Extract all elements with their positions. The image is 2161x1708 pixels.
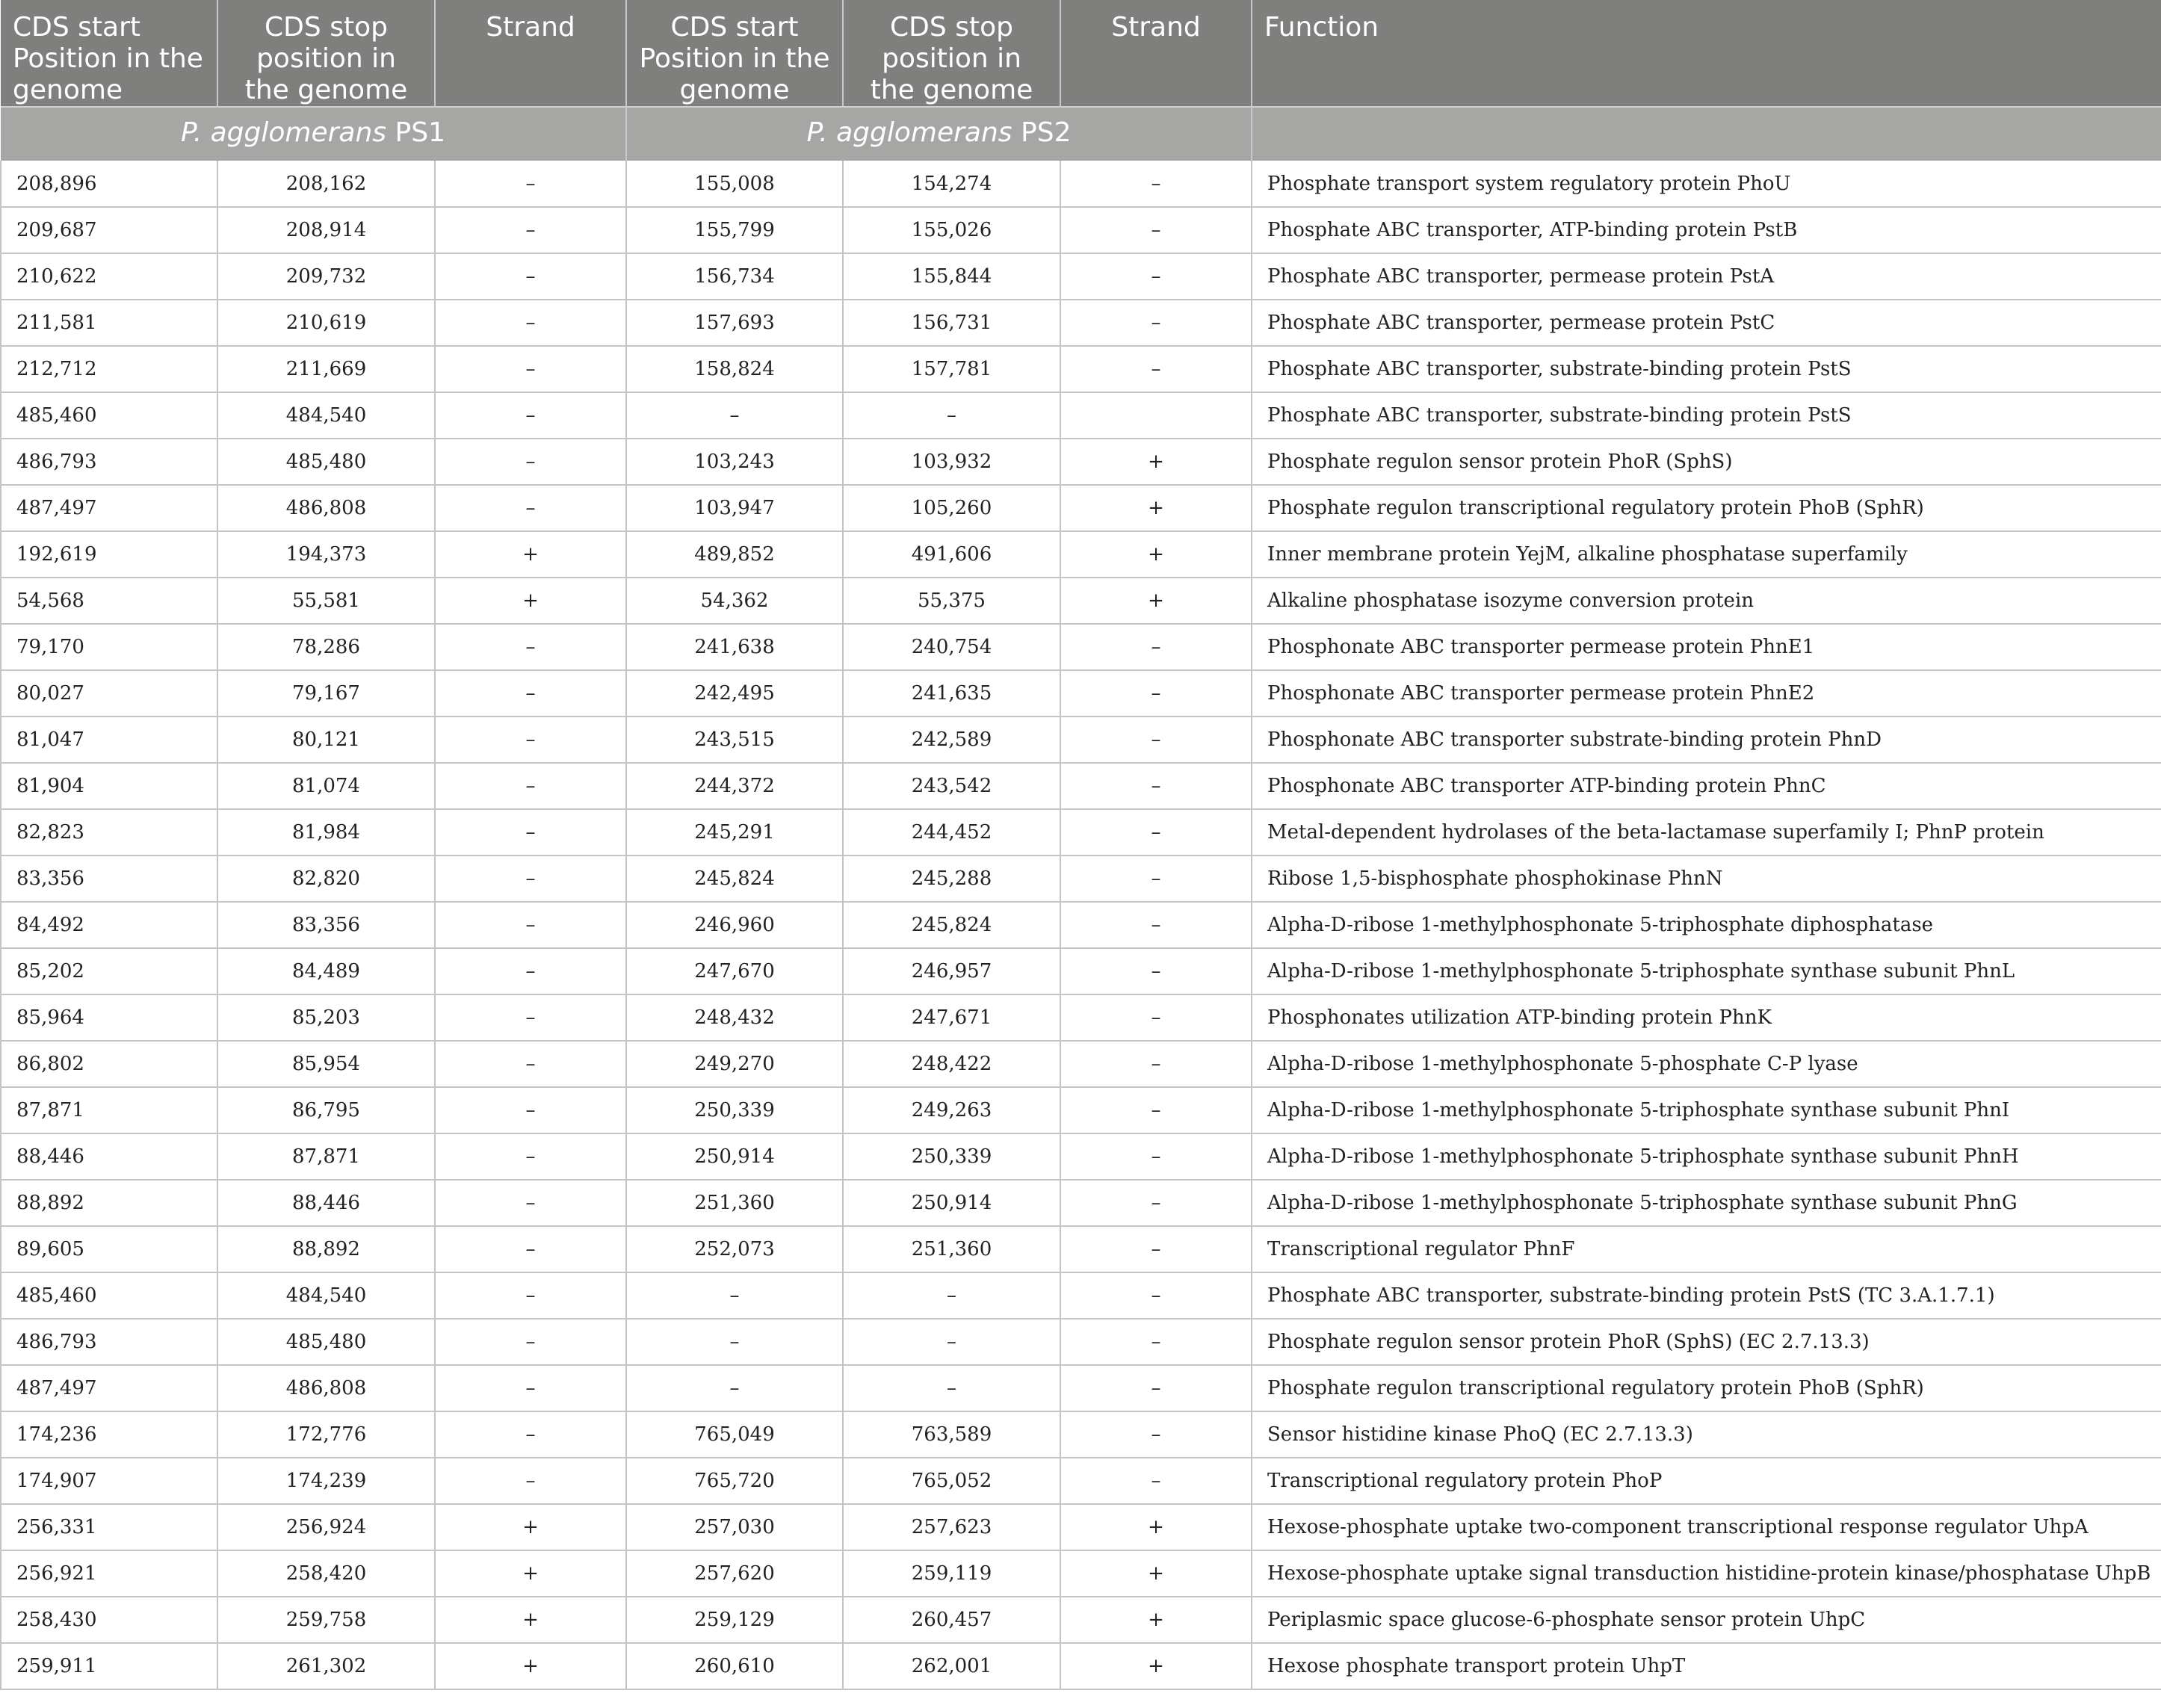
cell-ps2-strand: – (1060, 717, 1252, 763)
table-row (1, 1272, 2161, 1319)
cell-ps2-strand: – (1060, 1272, 1252, 1319)
cell-ps1-cds-start: 80,027 (1, 670, 217, 717)
cell-ps1-cds-stop: 79,167 (217, 670, 435, 717)
cell-ps2-strand: – (1060, 253, 1252, 300)
table-row (1, 392, 2161, 439)
cell-ps1-strand: – (435, 902, 626, 948)
cell-ps1-cds-start: 174,907 (1, 1458, 217, 1504)
cell-ps1-strand: + (435, 531, 626, 578)
cell-ps2-strand: – (1060, 670, 1252, 717)
cell-ps2-strand: + (1060, 485, 1252, 531)
cell-ps2-cds-stop: 248,422 (843, 1041, 1060, 1087)
cell-ps1-cds-stop: 88,892 (217, 1226, 435, 1272)
cell-ps1-cds-stop: 172,776 (217, 1411, 435, 1458)
table-row (1, 531, 2161, 578)
cell-ps2-cds-stop: – (843, 1365, 1060, 1411)
cell-ps1-cds-stop: 485,480 (217, 1319, 435, 1365)
cell-function: Phosphate ABC transporter, permease protein PstC (1252, 300, 2161, 346)
table-row (1, 717, 2161, 763)
cell-ps2-cds-start: 257,620 (626, 1550, 843, 1597)
cell-ps2-cds-start: 252,073 (626, 1226, 843, 1272)
cell-ps1-cds-start: 89,605 (1, 1226, 217, 1272)
table-row (1, 1597, 2161, 1643)
cell-ps1-strand: – (435, 1365, 626, 1411)
cell-ps2-cds-start: 249,270 (626, 1041, 843, 1087)
header-ps2-cds-stop: CDS stop position in the genome (843, 0, 1060, 107)
cell-ps2-strand: – (1060, 1365, 1252, 1411)
cell-ps2-cds-start: 103,947 (626, 485, 843, 531)
cell-ps2-cds-stop: 249,263 (843, 1087, 1060, 1133)
cell-ps1-cds-start: 87,871 (1, 1087, 217, 1133)
table-row (1, 948, 2161, 994)
cell-ps1-cds-start: 212,712 (1, 346, 217, 392)
cell-ps1-strand: – (435, 392, 626, 439)
cell-ps2-strand: – (1060, 1411, 1252, 1458)
cell-ps1-cds-stop: 83,356 (217, 902, 435, 948)
cell-ps2-strand: – (1060, 994, 1252, 1041)
cell-function: Ribose 1,5-bisphosphate phosphokinase PhnN (1252, 855, 2161, 902)
cell-ps1-cds-start: 256,921 (1, 1550, 217, 1597)
table-row (1, 485, 2161, 531)
cell-ps1-cds-stop: 78,286 (217, 624, 435, 670)
cell-ps1-cds-start: 86,802 (1, 1041, 217, 1087)
cell-ps2-strand: + (1060, 531, 1252, 578)
cell-ps2-cds-stop: 262,001 (843, 1643, 1060, 1689)
cell-ps2-cds-stop: 246,957 (843, 948, 1060, 994)
cell-function: Metal-dependent hydrolases of the beta-lactamase superfamily I; PhnP protein (1252, 809, 2161, 855)
cell-ps2-cds-stop: 240,754 (843, 624, 1060, 670)
cell-ps1-cds-start: 54,568 (1, 578, 217, 624)
cell-ps2-cds-start: 157,693 (626, 300, 843, 346)
organism-ps1-species: P. agglomerans (180, 117, 387, 148)
cell-function: Hexose-phosphate uptake two-component transcriptional response regulator UhpA (1252, 1504, 2161, 1550)
cell-ps2-strand: – (1060, 1041, 1252, 1087)
cell-ps2-cds-stop: 244,452 (843, 809, 1060, 855)
table-row (1, 624, 2161, 670)
cell-ps1-strand: – (435, 994, 626, 1041)
table-row (1, 1411, 2161, 1458)
header-ps2-cds-start: CDS start Position in the genome (626, 0, 843, 107)
cell-ps2-cds-start: 251,360 (626, 1180, 843, 1226)
table-row (1, 1180, 2161, 1226)
cell-ps1-cds-start: 88,892 (1, 1180, 217, 1226)
cell-ps2-strand (1060, 392, 1252, 439)
cell-ps2-cds-stop: 103,932 (843, 439, 1060, 485)
cell-ps1-cds-stop: 484,540 (217, 1272, 435, 1319)
cell-ps1-cds-start: 82,823 (1, 809, 217, 855)
cell-ps1-cds-start: 210,622 (1, 253, 217, 300)
organism-ps1-strain: PS1 (386, 117, 445, 148)
table-row (1, 902, 2161, 948)
cell-ps1-strand: – (435, 253, 626, 300)
cell-ps1-cds-start: 486,793 (1, 1319, 217, 1365)
cell-ps1-strand: – (435, 624, 626, 670)
cell-function: Alkaline phosphatase isozyme conversion protein (1252, 578, 2161, 624)
cell-ps2-strand: – (1060, 948, 1252, 994)
cell-function: Alpha-D-ribose 1-methylphosphonate 5-phosphate C-P lyase (1252, 1041, 2161, 1087)
cell-ps1-strand: + (435, 578, 626, 624)
cell-ps2-cds-stop: 245,288 (843, 855, 1060, 902)
cell-ps2-cds-stop: 155,026 (843, 207, 1060, 253)
cell-ps1-cds-stop: 194,373 (217, 531, 435, 578)
cell-ps2-cds-stop: 259,119 (843, 1550, 1060, 1597)
cell-ps2-cds-start: 765,049 (626, 1411, 843, 1458)
table-row (1, 346, 2161, 392)
cell-ps1-cds-start: 259,911 (1, 1643, 217, 1689)
cell-ps2-cds-stop: 156,731 (843, 300, 1060, 346)
cell-function: Phosphate regulon sensor protein PhoR (SphS) (EC 2.7.13.3) (1252, 1319, 2161, 1365)
cell-ps2-cds-start: 765,720 (626, 1458, 843, 1504)
cell-ps2-cds-start: – (626, 1365, 843, 1411)
cell-ps1-cds-start: 208,896 (1, 161, 217, 207)
cell-ps2-cds-start: – (626, 1272, 843, 1319)
header-ps1-strand: Strand (435, 0, 626, 107)
organism-header-row (1, 107, 2161, 161)
cell-function: Phosphate ABC transporter, permease protein PstA (1252, 253, 2161, 300)
cell-ps1-strand: – (435, 1319, 626, 1365)
cell-ps2-strand: – (1060, 1458, 1252, 1504)
table-row (1, 1458, 2161, 1504)
cell-ps1-cds-stop: 261,302 (217, 1643, 435, 1689)
cell-ps2-strand: + (1060, 439, 1252, 485)
cell-ps2-cds-start: – (626, 1319, 843, 1365)
cell-ps2-strand: – (1060, 1180, 1252, 1226)
cell-ps1-strand: – (435, 161, 626, 207)
cell-ps1-strand: – (435, 948, 626, 994)
cell-function: Phosphate ABC transporter, substrate-binding protein PstS (1252, 392, 2161, 439)
cell-function: Phosphate regulon transcriptional regulatory protein PhoB (SphR) (1252, 485, 2161, 531)
cell-ps2-cds-start: 246,960 (626, 902, 843, 948)
cell-function: Sensor histidine kinase PhoQ (EC 2.7.13.3) (1252, 1411, 2161, 1458)
table-row (1, 578, 2161, 624)
cell-ps2-strand: – (1060, 855, 1252, 902)
table-row (1, 809, 2161, 855)
table-row (1, 1550, 2161, 1597)
table-row (1, 1226, 2161, 1272)
cell-ps2-cds-start: 243,515 (626, 717, 843, 763)
table-body (1, 161, 2161, 1689)
organism-function-header (1252, 107, 2161, 161)
cell-ps1-cds-start: 85,964 (1, 994, 217, 1041)
cell-ps1-cds-start: 256,331 (1, 1504, 217, 1550)
cell-ps2-cds-start: 155,799 (626, 207, 843, 253)
cell-function: Hexose phosphate transport protein UhpT (1252, 1643, 2161, 1689)
cell-ps1-cds-start: 84,492 (1, 902, 217, 948)
cell-ps1-strand: – (435, 763, 626, 809)
cell-ps1-cds-start: 487,497 (1, 1365, 217, 1411)
cell-ps2-cds-stop: 154,274 (843, 161, 1060, 207)
cell-ps1-cds-start: 85,202 (1, 948, 217, 994)
cell-ps1-cds-stop: 486,808 (217, 1365, 435, 1411)
cell-ps2-cds-start: 489,852 (626, 531, 843, 578)
cell-ps2-cds-start: 245,291 (626, 809, 843, 855)
cell-ps1-cds-stop: 85,203 (217, 994, 435, 1041)
cell-ps2-cds-start: 259,129 (626, 1597, 843, 1643)
cell-function: Phosphonate ABC transporter permease protein PhnE2 (1252, 670, 2161, 717)
cell-ps2-strand: + (1060, 1643, 1252, 1689)
cell-ps1-strand: – (435, 1272, 626, 1319)
cell-ps2-cds-stop: 763,589 (843, 1411, 1060, 1458)
cell-ps1-cds-stop: 210,619 (217, 300, 435, 346)
table-row (1, 670, 2161, 717)
cell-ps1-cds-stop: 84,489 (217, 948, 435, 994)
cell-ps2-cds-stop: 242,589 (843, 717, 1060, 763)
column-header-row (1, 0, 2161, 107)
cell-function: Phosphonates utilization ATP-binding protein PhnK (1252, 994, 2161, 1041)
cell-ps2-cds-start: 245,824 (626, 855, 843, 902)
table-row (1, 300, 2161, 346)
table-row (1, 161, 2161, 207)
header-ps1-cds-stop: CDS stop position in the genome (217, 0, 435, 107)
cell-ps1-cds-stop: 256,924 (217, 1504, 435, 1550)
cell-ps1-strand: – (435, 1087, 626, 1133)
cell-ps2-cds-start: 242,495 (626, 670, 843, 717)
cell-ps1-cds-stop: 258,420 (217, 1550, 435, 1597)
cell-ps1-cds-stop: 485,480 (217, 439, 435, 485)
cell-function: Hexose-phosphate uptake signal transduction histidine-protein kinase/phosphatase UhpB (1252, 1550, 2161, 1597)
cell-function: Phosphate regulon transcriptional regulatory protein PhoB (SphR) (1252, 1365, 2161, 1411)
cell-ps1-cds-start: 487,497 (1, 485, 217, 531)
cell-ps2-cds-stop: – (843, 392, 1060, 439)
cell-ps2-cds-start: 244,372 (626, 763, 843, 809)
cell-ps2-cds-stop: 250,339 (843, 1133, 1060, 1180)
cell-ps1-cds-stop: 82,820 (217, 855, 435, 902)
cell-ps1-cds-stop: 81,074 (217, 763, 435, 809)
table-row (1, 1133, 2161, 1180)
table-row (1, 1087, 2161, 1133)
cell-ps2-cds-start: 250,914 (626, 1133, 843, 1180)
cell-function: Phosphonate ABC transporter ATP-binding protein PhnC (1252, 763, 2161, 809)
cell-ps1-cds-start: 174,236 (1, 1411, 217, 1458)
table-row (1, 439, 2161, 485)
cell-ps2-cds-stop: 155,844 (843, 253, 1060, 300)
cell-ps2-cds-start: 103,243 (626, 439, 843, 485)
cell-ps1-strand: + (435, 1504, 626, 1550)
cell-ps2-cds-start: 248,432 (626, 994, 843, 1041)
cell-ps1-cds-start: 485,460 (1, 392, 217, 439)
cell-ps1-cds-start: 81,047 (1, 717, 217, 763)
cell-ps2-cds-stop: 765,052 (843, 1458, 1060, 1504)
cell-ps2-cds-start: 241,638 (626, 624, 843, 670)
cell-ps1-strand: – (435, 1411, 626, 1458)
cell-ps1-strand: – (435, 1226, 626, 1272)
cell-ps1-strand: – (435, 439, 626, 485)
cell-ps1-cds-start: 486,793 (1, 439, 217, 485)
cell-function: Transcriptional regulator PhnF (1252, 1226, 2161, 1272)
cell-ps1-strand: + (435, 1597, 626, 1643)
cell-function: Phosphate regulon sensor protein PhoR (SphS) (1252, 439, 2161, 485)
cell-ps1-cds-stop: 209,732 (217, 253, 435, 300)
cell-ps1-cds-start: 88,446 (1, 1133, 217, 1180)
cell-ps2-strand: – (1060, 902, 1252, 948)
cell-ps2-cds-stop: 157,781 (843, 346, 1060, 392)
cell-ps2-cds-stop: 105,260 (843, 485, 1060, 531)
cell-ps2-strand: – (1060, 207, 1252, 253)
cell-ps1-strand: – (435, 207, 626, 253)
cell-ps2-cds-start: 156,734 (626, 253, 843, 300)
cell-ps2-strand: – (1060, 300, 1252, 346)
cell-ps2-cds-start: 250,339 (626, 1087, 843, 1133)
cell-ps2-cds-stop: – (843, 1272, 1060, 1319)
cell-ps1-strand: – (435, 346, 626, 392)
cell-function: Alpha-D-ribose 1-methylphosphonate 5-triphosphate synthase subunit PhnL (1252, 948, 2161, 994)
cell-ps1-cds-stop: 87,871 (217, 1133, 435, 1180)
cell-ps1-cds-stop: 80,121 (217, 717, 435, 763)
organism-ps1-header (1, 107, 626, 161)
cell-ps2-strand: – (1060, 1087, 1252, 1133)
cell-ps2-strand: + (1060, 1597, 1252, 1643)
cell-ps2-strand: + (1060, 1550, 1252, 1597)
cell-ps1-cds-stop: 208,914 (217, 207, 435, 253)
cell-ps2-strand: – (1060, 763, 1252, 809)
cell-ps1-cds-stop: 81,984 (217, 809, 435, 855)
cell-ps2-cds-start: 247,670 (626, 948, 843, 994)
cell-ps1-cds-start: 485,460 (1, 1272, 217, 1319)
table-row (1, 994, 2161, 1041)
cell-function: Inner membrane protein YejM, alkaline phosphatase superfamily (1252, 531, 2161, 578)
cell-ps2-cds-stop: 260,457 (843, 1597, 1060, 1643)
cell-ps2-cds-start: 158,824 (626, 346, 843, 392)
cell-ps1-strand: – (435, 717, 626, 763)
cell-ps1-cds-stop: 55,581 (217, 578, 435, 624)
cell-ps1-cds-start: 209,687 (1, 207, 217, 253)
cell-function: Phosphate transport system regulatory protein PhoU (1252, 161, 2161, 207)
cell-function: Periplasmic space glucose-6-phosphate sensor protein UhpC (1252, 1597, 2161, 1643)
cell-ps1-strand: – (435, 670, 626, 717)
cell-ps2-cds-start: 260,610 (626, 1643, 843, 1689)
cell-ps2-strand: + (1060, 1504, 1252, 1550)
cell-function: Phosphate ABC transporter, substrate-binding protein PstS (TC 3.A.1.7.1) (1252, 1272, 2161, 1319)
organism-ps2-strain: PS2 (1012, 117, 1072, 148)
table-row (1, 1643, 2161, 1689)
cell-ps1-cds-stop: 484,540 (217, 392, 435, 439)
table-row (1, 1319, 2161, 1365)
cell-ps2-strand: – (1060, 809, 1252, 855)
table-row (1, 207, 2161, 253)
cell-ps1-strand: – (435, 1041, 626, 1087)
cell-ps1-cds-stop: 211,669 (217, 346, 435, 392)
cell-ps1-strand: – (435, 1180, 626, 1226)
cell-ps1-cds-stop: 486,808 (217, 485, 435, 531)
table-header (1, 0, 2161, 161)
cell-ps1-cds-start: 81,904 (1, 763, 217, 809)
cell-ps2-strand: + (1060, 578, 1252, 624)
cell-ps1-strand: + (435, 1643, 626, 1689)
cell-ps1-cds-stop: 85,954 (217, 1041, 435, 1087)
cell-function: Alpha-D-ribose 1-methylphosphonate 5-triphosphate synthase subunit PhnG (1252, 1180, 2161, 1226)
header-function: Function (1252, 0, 2161, 107)
cell-function: Phosphate ABC transporter, substrate-binding protein PstS (1252, 346, 2161, 392)
cell-ps1-cds-start: 258,430 (1, 1597, 217, 1643)
cell-ps2-cds-stop: 243,542 (843, 763, 1060, 809)
cell-ps2-cds-stop: – (843, 1319, 1060, 1365)
cell-function: Alpha-D-ribose 1-methylphosphonate 5-triphosphate synthase subunit PhnI (1252, 1087, 2161, 1133)
cell-ps2-cds-stop: 247,671 (843, 994, 1060, 1041)
table-row (1, 1365, 2161, 1411)
cell-ps2-strand: – (1060, 346, 1252, 392)
cell-ps1-strand: – (435, 300, 626, 346)
cell-ps1-strand: – (435, 809, 626, 855)
organism-ps2-species: P. agglomerans (806, 117, 1013, 148)
cell-ps1-cds-stop: 88,446 (217, 1180, 435, 1226)
cell-ps2-strand: – (1060, 624, 1252, 670)
cell-function: Phosphonate ABC transporter permease protein PhnE1 (1252, 624, 2161, 670)
cell-ps2-strand: – (1060, 1319, 1252, 1365)
cell-ps2-cds-stop: 245,824 (843, 902, 1060, 948)
cell-ps1-cds-start: 83,356 (1, 855, 217, 902)
cell-ps2-cds-stop: 251,360 (843, 1226, 1060, 1272)
cell-ps1-cds-stop: 86,795 (217, 1087, 435, 1133)
organism-ps2-header (626, 107, 1252, 161)
table-row (1, 1041, 2161, 1087)
cell-ps1-cds-stop: 174,239 (217, 1458, 435, 1504)
cell-ps2-cds-stop: 491,606 (843, 531, 1060, 578)
table-row (1, 763, 2161, 809)
cell-function: Phosphonate ABC transporter substrate-binding protein PhnD (1252, 717, 2161, 763)
cell-function: Alpha-D-ribose 1-methylphosphonate 5-triphosphate synthase subunit PhnH (1252, 1133, 2161, 1180)
cell-ps1-cds-start: 211,581 (1, 300, 217, 346)
cell-ps1-cds-start: 192,619 (1, 531, 217, 578)
cell-ps2-cds-start: 54,362 (626, 578, 843, 624)
cell-ps2-cds-stop: 250,914 (843, 1180, 1060, 1226)
cell-ps2-cds-start: – (626, 392, 843, 439)
cell-ps1-strand: – (435, 855, 626, 902)
cell-function: Transcriptional regulatory protein PhoP (1252, 1458, 2161, 1504)
cell-ps2-cds-start: 155,008 (626, 161, 843, 207)
cell-ps1-strand: + (435, 1550, 626, 1597)
cell-ps1-cds-stop: 259,758 (217, 1597, 435, 1643)
cell-function: Alpha-D-ribose 1-methylphosphonate 5-triphosphate diphosphatase (1252, 902, 2161, 948)
cell-ps1-strand: – (435, 1458, 626, 1504)
table-row (1, 253, 2161, 300)
cell-ps2-cds-stop: 257,623 (843, 1504, 1060, 1550)
cell-ps1-cds-start: 79,170 (1, 624, 217, 670)
cell-ps2-strand: – (1060, 161, 1252, 207)
cell-ps2-strand: – (1060, 1133, 1252, 1180)
cell-ps2-cds-stop: 241,635 (843, 670, 1060, 717)
cell-ps2-strand: – (1060, 1226, 1252, 1272)
cell-ps2-cds-start: 257,030 (626, 1504, 843, 1550)
table-row (1, 855, 2161, 902)
cell-ps1-cds-stop: 208,162 (217, 161, 435, 207)
cell-function: Phosphate ABC transporter, ATP-binding protein PstB (1252, 207, 2161, 253)
cell-ps1-strand: – (435, 1133, 626, 1180)
header-ps2-strand: Strand (1060, 0, 1252, 107)
cell-ps1-strand: – (435, 485, 626, 531)
header-ps1-cds-start: CDS start Position in the genome (1, 0, 217, 107)
table-row (1, 1504, 2161, 1550)
cell-ps2-cds-stop: 55,375 (843, 578, 1060, 624)
